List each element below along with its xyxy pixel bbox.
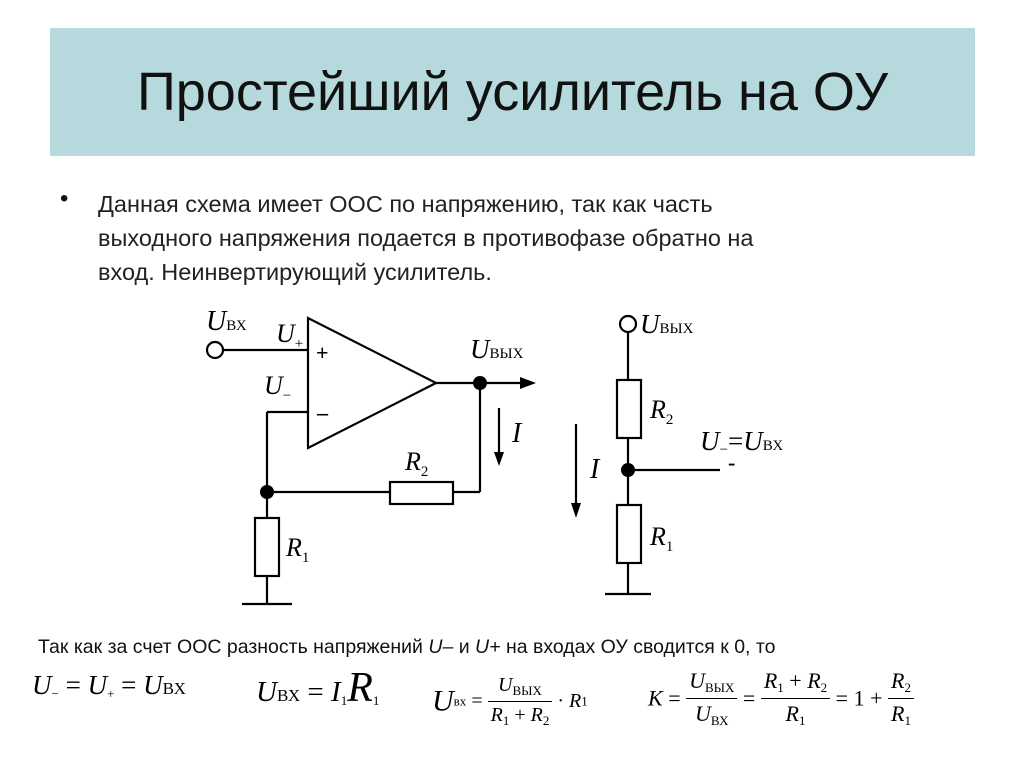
output-label: UВЫХ <box>470 334 524 364</box>
plus-sign: + <box>316 340 329 365</box>
r1-label: $R_1$ <box>650 522 674 555</box>
minus-sign: – <box>317 400 328 425</box>
current-arrowhead <box>494 452 504 466</box>
input-label: UВХ <box>206 306 247 337</box>
fraction: $\frac{\text{UВЫХ}}{\text{UВХ}}$ <box>686 668 737 729</box>
bullet-marker: • <box>60 185 69 212</box>
fraction: $\frac{R1 + R2}{R1}$ <box>761 668 830 729</box>
current-label: I <box>590 454 600 485</box>
formula-gain: K = $\frac{\text{UВЫХ}}{\text{UВХ}}$ = $\frac{R1 + R2}{R1}$ = 1 + $\frac{R2}{R1}$ <box>648 668 914 729</box>
slide-title: Простейший усилитель на ОУ <box>136 62 889 122</box>
output-terminal <box>620 316 636 332</box>
output-label: UВЫХ <box>640 309 694 339</box>
resistor-r2 <box>390 482 453 504</box>
junction-node <box>621 463 635 477</box>
input-terminal <box>207 342 223 358</box>
junction-node <box>473 376 487 390</box>
node-dash: - <box>728 450 736 475</box>
resistor-r2 <box>617 380 641 438</box>
fraction: $\frac{U_{ВЫХ}}{R_1 + R_2}$ <box>488 674 553 729</box>
explanation-text: Так как за счет ООС разность напряжений U– и U+ на входах ОУ сводится к 0, то <box>38 636 776 658</box>
u-minus-term: U– <box>428 636 454 658</box>
op-amp-triangle <box>308 318 436 448</box>
minus-input-label: $U_-$ <box>264 371 292 404</box>
r2-label: $R_2$ <box>405 447 429 480</box>
resistor-r1 <box>255 518 279 576</box>
formula-input-voltage: UВХ = I1R1 <box>256 665 380 711</box>
bullet-line: выходного напряжения подается в противофазе обратно на <box>98 225 754 251</box>
plus-input-label: $U_+$ <box>276 319 304 352</box>
node-voltage-label: U−=UВХ <box>700 426 784 458</box>
r1-label: $R_1$ <box>286 533 310 566</box>
bullet-line: вход. Неинвертирующий усилитель. <box>98 259 492 285</box>
bullet-line: Данная схема имеет ООС по напряжению, так как часть <box>98 191 713 217</box>
fraction: $\frac{R2}{R1}$ <box>888 668 914 729</box>
r2-label: $R_2$ <box>650 395 674 428</box>
current-arrowhead <box>571 503 581 518</box>
resistor-r1 <box>617 505 641 563</box>
current-label: I <box>512 418 522 449</box>
output-arrow <box>520 377 536 389</box>
u-plus-term: U+ <box>475 636 501 658</box>
formula-divider: Uвх = $\frac{U_{ВЫХ}}{R_1 + R_2}$ · R1 <box>432 674 588 728</box>
junction-node <box>260 485 274 499</box>
formula-voltage-equality: U− = U+ = UВХ <box>32 670 186 701</box>
